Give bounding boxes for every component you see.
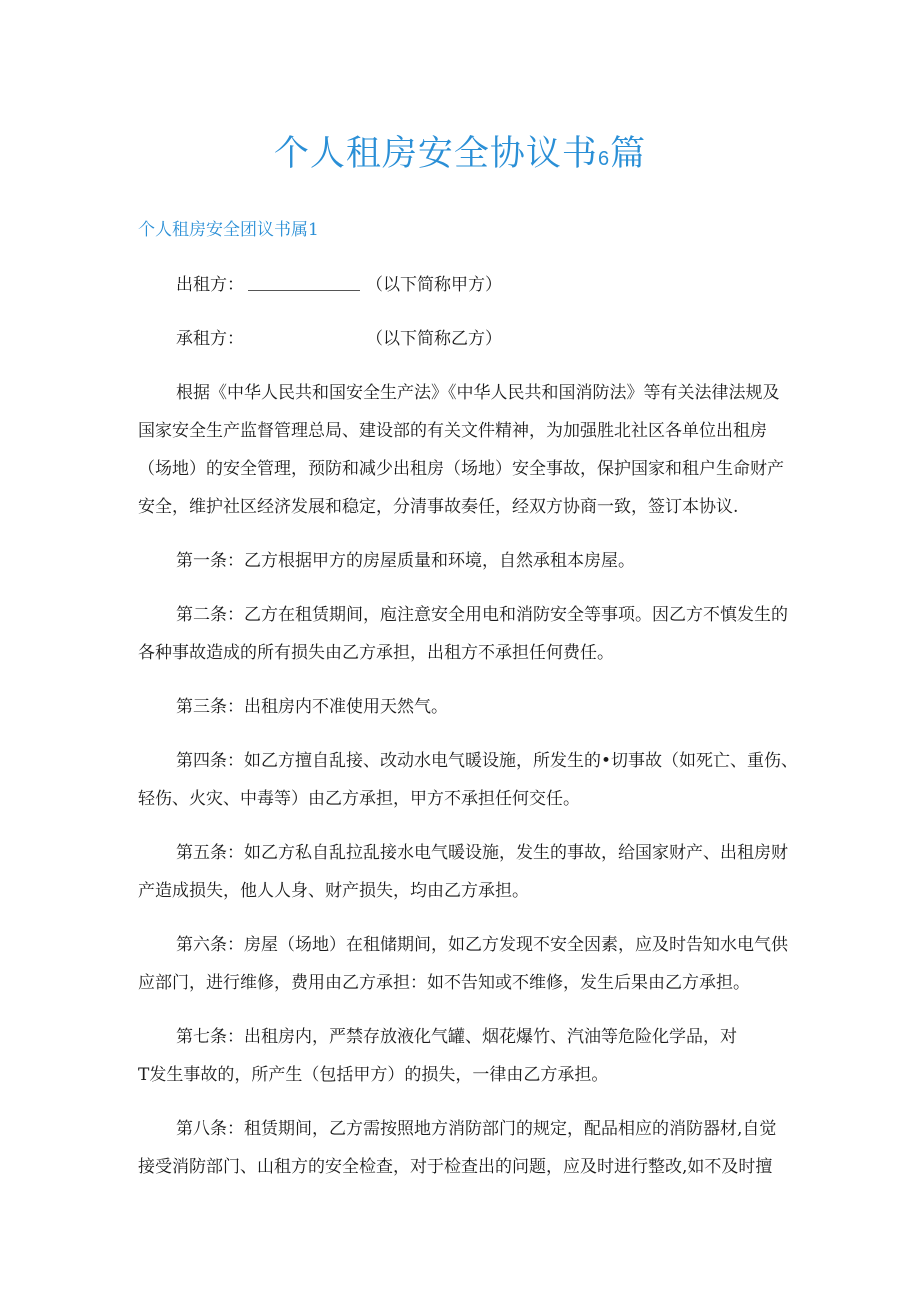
lessee-label: 承租方： xyxy=(176,329,244,349)
lessor-note: （以下简称甲方） xyxy=(366,275,502,295)
article-2-line: 各种事故造成的所有损失由乙方承担，出租方不承担任何费任。 xyxy=(138,643,614,663)
title-text: 个人租房安全协议书 xyxy=(273,134,598,174)
preamble-line: （场地）的安全管理，预防和减少出租房（场地）安全事故，保护国家和租户生命财产 xyxy=(138,459,784,479)
article-3-line: 第三条：出租房内不准使用天然气。 xyxy=(176,697,448,717)
article-7-line: T发生事故的，所产生（包括甲方）的损失，一律由乙方承担。 xyxy=(138,1065,609,1085)
article-7-line: 第七条：出租房内，严禁存放液化气罐、烟花爆竹、汽油等危险化学品，对 xyxy=(176,1027,737,1047)
title-number: 6 xyxy=(597,148,611,170)
article-6-line: 应部门，进行维修，费用由乙方承担：如不告知或不维修，发生后果由乙方承担。 xyxy=(138,973,750,993)
article-8-line: 接受消防部门、山租方的安全检查，对于检查出的问题，应及时进行整改,如不及时擅 xyxy=(138,1157,773,1177)
article-2-line: 第二条：乙方在租赁期间，庖注意安全用电和消防安全等事项。因乙方不慎发生的 xyxy=(176,605,788,625)
article-1-line: 第一条：乙方根据甲方的房屋质量和环境，自然承租本房屋。 xyxy=(176,551,635,571)
section-heading: 个人租房安全团议书属1 xyxy=(138,220,319,240)
article-8-line: 第八条：租赁期间，乙方需按照地方消防部门的规定，配品相应的消防器材,自觉 xyxy=(176,1119,777,1139)
article-4-line: 第四条：如乙方擅自乱接、改动水电气暖设施，所发生的•切事故（如死亡、重伤、 xyxy=(176,751,799,771)
lessor-label: 出租方： xyxy=(176,275,244,295)
article-5-line: 产造成损失，他人人身、财产损失，均由乙方承担。 xyxy=(138,881,529,901)
preamble-line: 国家安全生产监督管理总局、建设部的有关文件精神，为加强胜北社区各单位出租房 xyxy=(138,421,767,441)
preamble-line: 根据《中华人民共和国安全生产法》《中华人民共和国消防法》等有关法律法规及 xyxy=(176,383,780,403)
document-title xyxy=(0,132,920,181)
title-end: 篇 xyxy=(610,134,647,174)
article-4-line: 轻伤、火灾、中毒等）由乙方承担，甲方不承担任何交任。 xyxy=(138,789,580,809)
lessee-note: （以下简称乙方） xyxy=(366,329,502,349)
article-6-line: 第六条：房屋（场地）在租储期间，如乙方发现不安全因素，应及时告知水电气供 xyxy=(176,935,788,955)
lessor-blank-line xyxy=(248,290,360,291)
article-5-line: 第五条：如乙方私自乱拉乱接水电气暖设施，发生的事故，给国家财产、出租房财 xyxy=(176,843,788,863)
preamble-line: 安全，维护社区经济发展和稳定，分清事故奏任，经双方协商一致，签订本协议. xyxy=(138,497,739,517)
